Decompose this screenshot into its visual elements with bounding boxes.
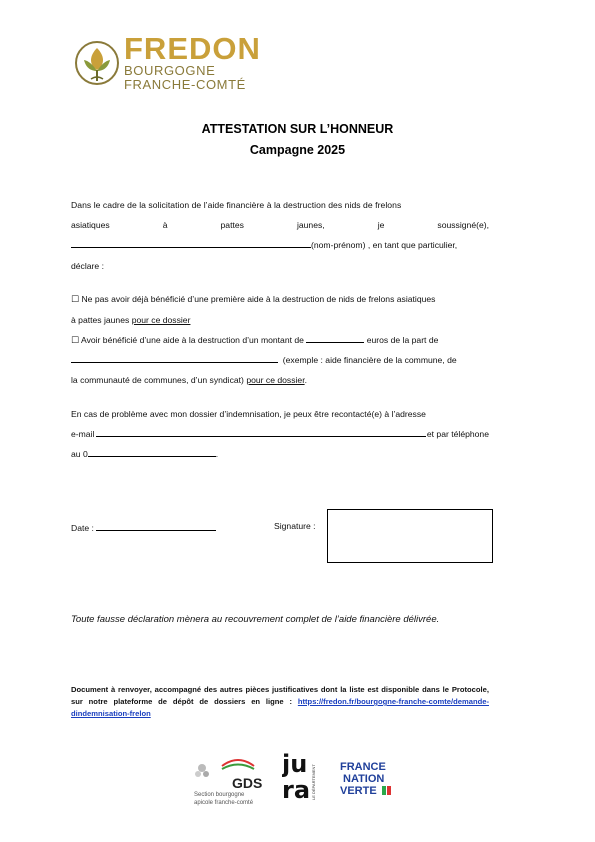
signature-label: Signature : [274, 521, 316, 531]
name-field-suffix: (nom-prénom) , en tant que particulier, [311, 240, 458, 250]
option-2-line-3 [71, 373, 489, 387]
option-1-link: pour ce dossier [131, 315, 191, 325]
option-1-line-1 [71, 292, 489, 307]
option-2-link: pour ce dossier [246, 375, 305, 385]
brand-name: FREDON [124, 31, 261, 66]
intro-word: à [162, 220, 168, 230]
jura-side: LE DÉPARTEMENT [311, 764, 316, 800]
option-2-text-d: la communauté de communes, d’un syndicat) [71, 375, 244, 385]
brand-region-line1: BOURGOGNE [124, 63, 216, 78]
date-label: Date : [71, 523, 94, 533]
contact-line-3 [71, 447, 489, 461]
intro-word: soussigné(e), [437, 220, 489, 230]
document-title: ATTESTATION SUR L’HONNEUR [201, 122, 394, 136]
option-2-text-b: euros de la part de [366, 335, 439, 345]
amount-field[interactable] [306, 333, 364, 343]
jura-logo [282, 748, 322, 804]
date-field[interactable] [96, 521, 216, 531]
intro-line-2 [71, 218, 489, 232]
footer-link[interactable]: https://fredon.fr/bourgogne-franche-comte/demande-dindemnisation-frelon [71, 697, 489, 718]
option-2-line-2 [71, 353, 489, 367]
option-1-text-2: à pattes jaunes [71, 315, 130, 325]
jura-top: ju [282, 750, 308, 778]
email-label: e-mail [71, 429, 95, 439]
phone-field[interactable] [88, 447, 219, 459]
gds-sub-1: Section bourgogne [194, 792, 245, 798]
phone-prefix: au 0 [71, 449, 88, 459]
intro-word: asiatiques [71, 220, 110, 230]
intro-word: pattes [220, 220, 244, 230]
gds-logo [192, 752, 272, 808]
option-1-text: Ne pas avoir déjà bénéficié d’une première aide à la destruction de nids de frelons asiatiques [81, 294, 436, 304]
fnv-line-3: VERTE [340, 785, 377, 797]
fnv-line-2: NATION [343, 773, 385, 785]
intro-word: je [377, 220, 385, 230]
funder-field[interactable] [71, 353, 278, 363]
contact-end: . [215, 449, 219, 459]
fredon-emblem-icon [74, 38, 120, 88]
option-2-end: . [304, 375, 307, 385]
signature-box[interactable] [327, 509, 493, 563]
email-field[interactable] [96, 427, 426, 437]
jura-bottom: ra [282, 776, 311, 804]
brand-region-line2: FRANCHE-COMTÉ [124, 77, 246, 92]
intro-line-4: déclare : [71, 261, 104, 271]
intro-word: jaunes, [296, 220, 325, 230]
intro-line-1: Dans le cadre de la solicitation de l’aide financière à la destruction des nids de frelons [71, 200, 402, 210]
france-nation-verte-logo [340, 758, 395, 802]
footer-text: Document à renvoyer, accompagné des autres pièces justificatives dont la liste est disponible dans le Protocole, sur notre plateforme de dépôt de dossiers en ligne : [71, 685, 489, 706]
phone-label: et par téléphone [426, 429, 489, 439]
document-subtitle: Campagne 2025 [249, 143, 346, 157]
option-2-text-c: (exemple : aide financière de la commune, de [282, 355, 457, 365]
option-2-line-1 [71, 333, 489, 348]
false-declaration-note: Toute fausse déclaration mènera au recouvrement complet de l’aide financière délivrée. [71, 614, 440, 625]
name-field[interactable] [71, 238, 311, 248]
gds-sub-2: apicole franche-comté [194, 800, 254, 806]
checkbox-option-1[interactable]: ☐ [71, 295, 80, 305]
footer-instructions [71, 684, 489, 720]
contact-line-1: En cas de problème avec mon dossier d’indemnisation, je peux être recontacté(e) à l’adresse [71, 409, 426, 419]
checkbox-option-2[interactable]: ☐ [71, 336, 80, 346]
option-1-line-2 [71, 313, 489, 327]
option-2-text-a: Avoir bénéficié d’une aide à la destruction d’un montant de [81, 335, 304, 345]
intro-line-3 [71, 238, 489, 252]
contact-line-2 [71, 427, 489, 441]
fnv-line-1: FRANCE [340, 761, 386, 773]
date-row [71, 521, 216, 533]
gds-text: GDS [232, 775, 263, 791]
